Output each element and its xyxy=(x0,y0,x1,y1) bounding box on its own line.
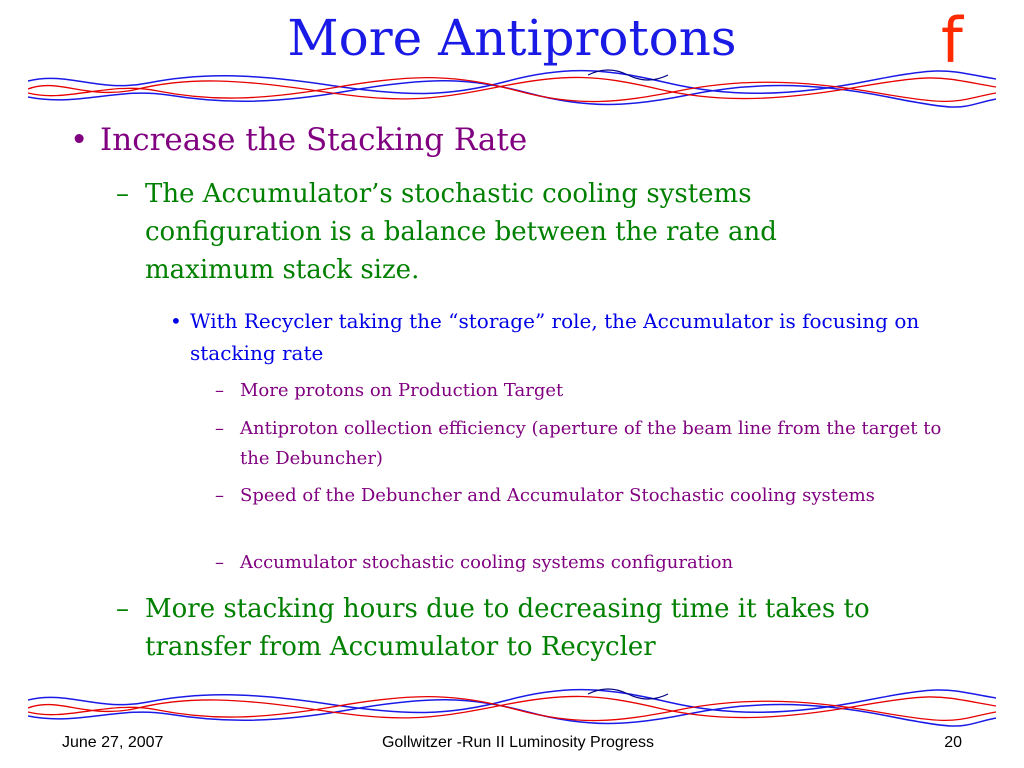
bullet-level4-debuncher-speed: Speed of the Debuncher and Accumulator Stochastic cooling systems xyxy=(240,485,875,506)
footer-page-number: 20 xyxy=(944,734,962,751)
fermilab-logo: f xyxy=(941,4,963,77)
bullet-level2-accumulator-balance: The Accumulator’s stochastic cooling systems configuration is a balance between the rate and maximum stack size. xyxy=(145,179,777,285)
bullet-level4-more-protons: More protons on Production Target xyxy=(240,380,564,401)
beam-wave-divider-bottom xyxy=(28,686,996,730)
bullet-level1-stacking-rate: Increase the Stacking Rate xyxy=(100,122,528,158)
bullet-level2-marker: – xyxy=(116,594,129,624)
bullet-level2-marker: – xyxy=(116,179,129,209)
bullet-level2-more-stacking-hours: More stacking hours due to decreasing time it takes to transfer from Accumulator to Recycler xyxy=(145,594,870,662)
bullet-level1-marker: • xyxy=(70,122,89,158)
bullet-level4-cooling-configuration: Accumulator stochastic cooling systems configuration xyxy=(240,552,734,573)
footer-date: June 27, 2007 xyxy=(62,734,164,751)
bullet-level4-marker: – xyxy=(215,552,224,573)
bullet-level3-marker: • xyxy=(170,309,182,333)
bullet-level4-marker: – xyxy=(215,418,224,439)
bullet-level4-marker: – xyxy=(215,380,224,401)
bullet-level4-marker: – xyxy=(215,485,224,506)
footer-presentation-title: Gollwitzer -Run II Luminosity Progress xyxy=(381,734,655,751)
slide-title: More Antiprotons xyxy=(287,9,737,67)
bullet-level3-recycler-storage: With Recycler taking the “storage” role, the Accumulator is focusing on stacking rate xyxy=(190,309,920,365)
beam-wave-divider-top xyxy=(28,67,996,111)
bullet-level4-collection-efficiency: Antiproton collection efficiency (aperture of the beam line from the target to the Debuncher) xyxy=(240,418,942,469)
